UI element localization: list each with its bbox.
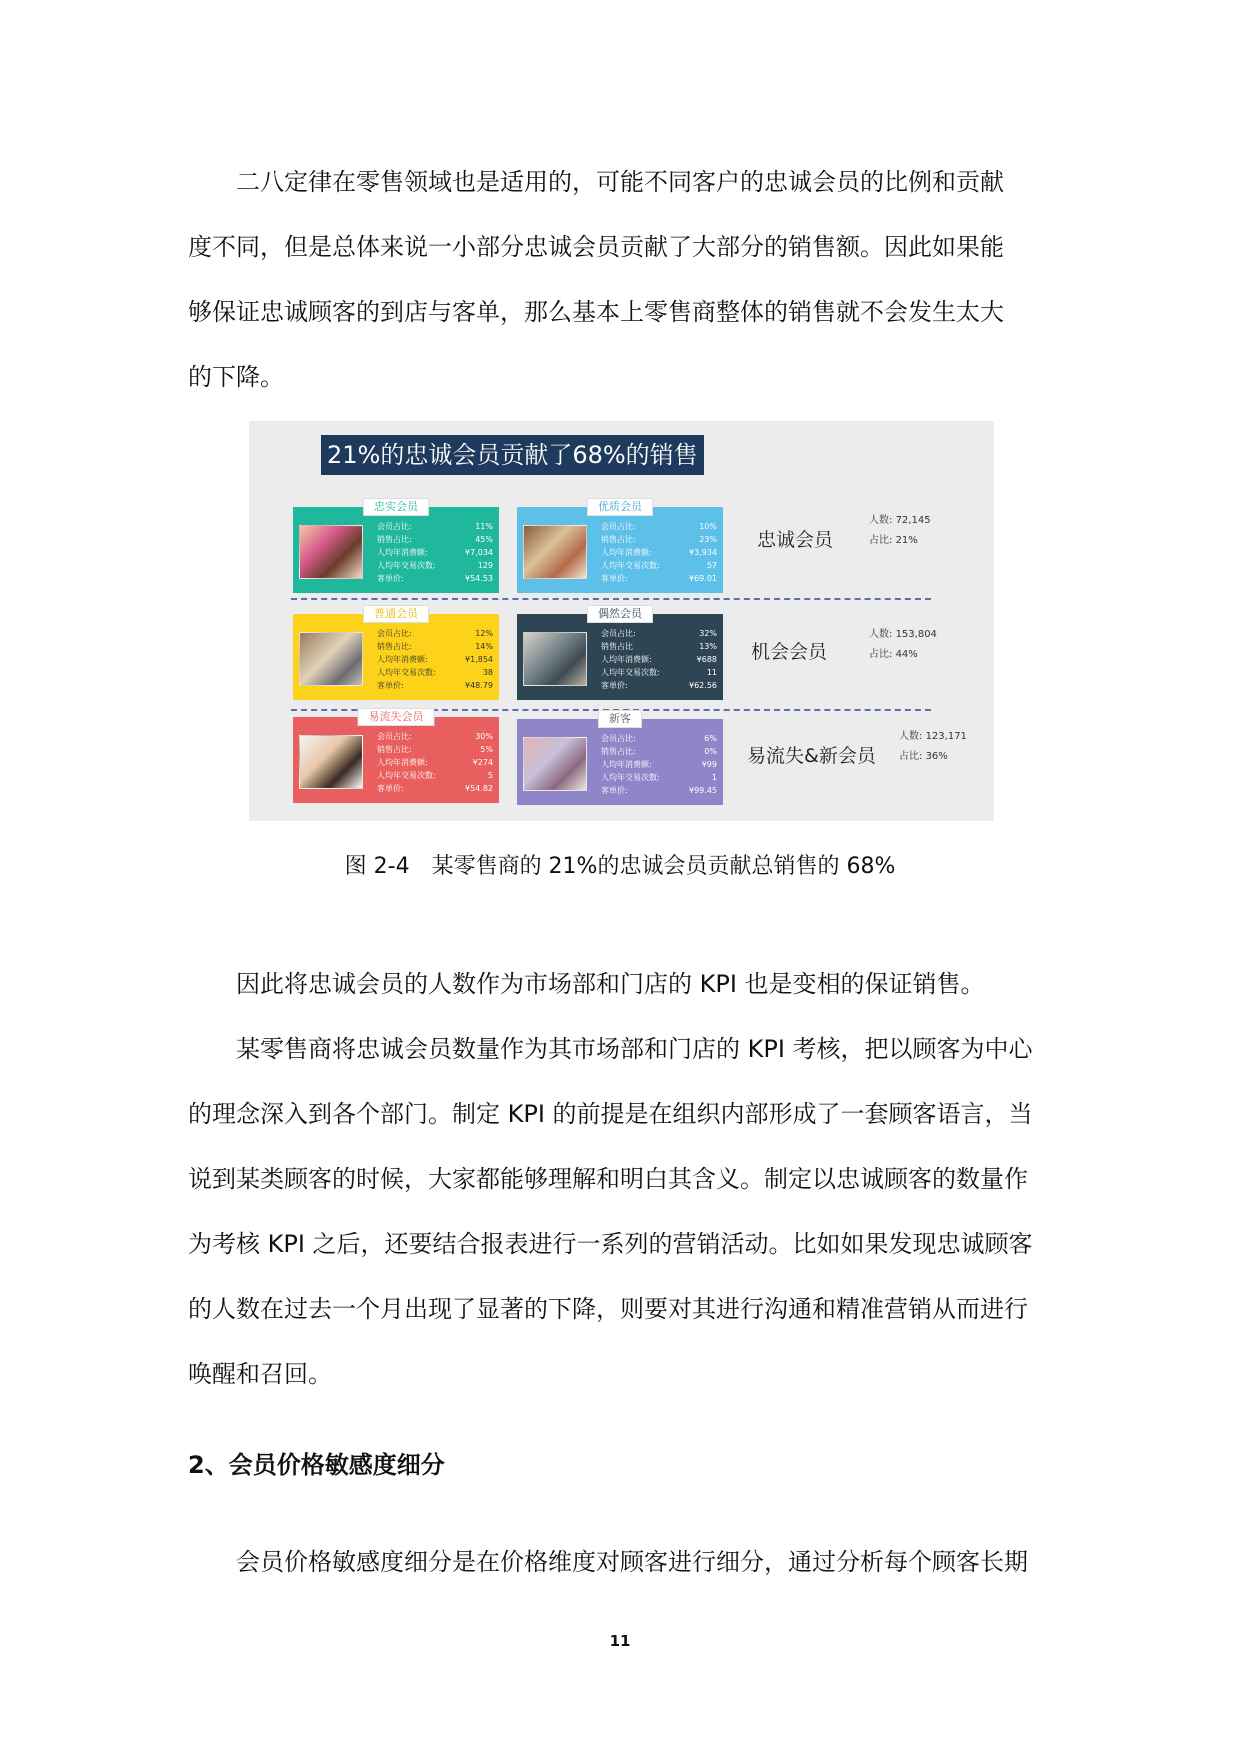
shopper-photo [523,737,587,791]
shelf-photo [523,632,587,686]
segment-name: 机会会员 [751,641,828,663]
segment-stats: 人数: 153,804 占比: 44% [869,629,937,660]
text-line: 度不同，但是总体来说一小部分忠诚会员贡献了大部分的销售额。因此如果能 [188,233,1004,261]
segment-name: 忠诚会员 [757,529,834,551]
card-stats: 会员占比: 12% 销售占比: 14% 人均年消费额: ¥1,854 人均年交易次数: 38 客单价: ¥48.79 [377,629,493,690]
text-line: 为考核 KPI 之后，还要结合报表进行一系列的营销活动。比如如果发现忠诚顾客 [188,1230,1033,1258]
text-line: 说到某类顾客的时候，大家都能够理解和明白其含义。制定以忠诚顾客的数量作 [188,1165,1028,1193]
text-line: 唤醒和召回。 [188,1360,332,1388]
card-label: 普通会员 [363,605,429,623]
figure-loyal-members [249,421,994,821]
card-label: 偶然会员 [587,605,653,623]
card-label: 易流失会员 [358,708,435,726]
card-label: 忠实会员 [363,498,429,516]
card-stats: 会员占比: 30% 销售占比: 5% 人均年消费额: ¥274 人均年交易次数: 5 客单价: ¥54.82 [377,732,493,793]
segment-stats: 人数: 123,171 占比: 36% [899,731,967,762]
hand-stop-photo [299,735,363,789]
card-label: 优质会员 [587,498,653,516]
store-photo [523,525,587,579]
card-at-risk [293,710,499,803]
text-line: 某零售商将忠诚会员数量作为其市场部和门店的 KPI 考核，把以顾客为中心 [236,1035,1033,1063]
card-occasional [517,607,723,700]
text-line: 二八定律在零售领域也是适用的，可能不同客户的忠诚会员的比例和贡献 [236,168,1004,196]
figure-caption: 图 2-4 某零售商的 21%的忠诚会员贡献总销售的 68% [344,854,896,879]
card-label: 新客 [598,710,642,728]
divider [291,598,931,600]
card-stats: 会员占比: 6% 销售占比: 0% 人均年消费额: ¥99 人均年交易次数: 1 客单价: ¥99.45 [601,734,717,795]
card-quality [517,500,723,593]
text-line: 因此将忠诚会员的人数作为市场部和门店的 KPI 也是变相的保证销售。 [236,970,985,998]
page-number: 11 [609,1632,631,1650]
shelf-photo [299,632,363,686]
card-regular [293,607,499,700]
text-line: 够保证忠诚顾客的到店与客单，那么基本上零售商整体的销售就不会发生太大 [188,298,1004,326]
card-loyal [293,500,499,593]
section-heading: 2、会员价格敏感度细分 [188,1451,445,1479]
paragraph-kpi [188,952,1058,1017]
paragraph-kpi-example [188,1017,1058,1407]
card-stats: 会员占比: 11% 销售占比: 45% 人均年消费额: ¥7,034 人均年交易次数: 129 客单价: ¥54.53 [377,522,493,583]
text-line: 的理念深入到各个部门。制定 KPI 的前提是在组织内部形成了一套顾客语言，当 [188,1100,1033,1128]
card-new [517,712,723,805]
card-stats: 会员占比: 32% 销售占比 13% 人均年消费额: ¥688 人均年交易次数: 11 客单价: ¥62.56 [601,629,717,690]
segment-stats: 人数: 72,145 占比: 21% [869,515,931,546]
segment-name: 易流失&新会员 [747,745,876,767]
paragraph-price-sensitivity [188,1530,1058,1595]
paragraph-pareto [188,150,1058,410]
text-line: 会员价格敏感度细分是在价格维度对顾客进行细分，通过分析每个顾客长期 [236,1548,1028,1576]
figure-title: 21%的忠诚会员贡献了68%的销售 [321,435,704,475]
text-line: 的人数在过去一个月出现了显著的下降，则要对其进行沟通和精准营销从而进行 [188,1295,1028,1323]
text-line: 的下降。 [188,363,284,391]
shoppers-photo [299,525,363,579]
card-stats: 会员占比: 10% 销售占比: 23% 人均年消费额: ¥3,934 人均年交易次数: 57 客单价: ¥69.01 [601,522,717,583]
